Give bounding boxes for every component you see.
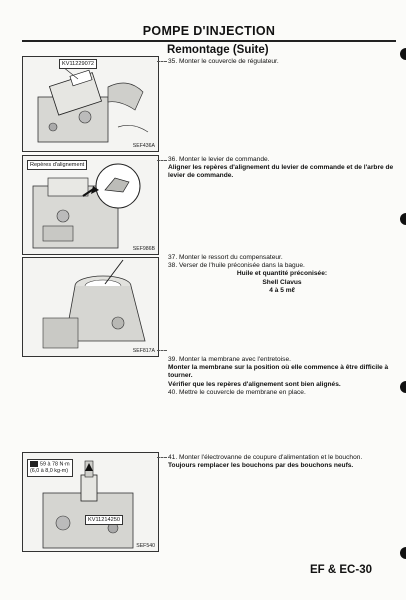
step-35-text: 35. Monter le couvercle de régulateur. [168, 58, 279, 65]
alignment-marks-label: Repères d'alignement [27, 160, 87, 170]
torque-value-kgm: (6,0 à 8,0 kg-m) [30, 468, 69, 475]
figure-3-illustration [23, 258, 158, 356]
step-36 [168, 156, 396, 181]
step-39-note-1: Monter la membrane sur la position où elle commence à être difficile à tourner. [168, 364, 389, 380]
page-title: POMPE D'INJECTION [142, 24, 276, 38]
margin-tab [400, 547, 406, 559]
figure-control-lever [22, 155, 159, 255]
margin-tab [400, 213, 406, 225]
step-37-text: 37. Monter le ressort du compensateur. [168, 254, 283, 261]
torque-spec-box [27, 459, 73, 477]
step-41-note: Toujours remplacer les bouchons par des bouchons neufs. [168, 462, 354, 470]
step-39-text: 39. Monter la membrane avec l'entretoise. [168, 356, 291, 363]
figure-code: SEF817A [132, 348, 155, 354]
figure-code: SEF540 [136, 543, 155, 549]
step-36-note: Aligner les repères d'alignement du levier de commande et de l'arbre de levier de commande. [168, 164, 394, 180]
figure-oil-filling [22, 257, 159, 357]
margin-tab [400, 48, 406, 60]
step-41 [168, 454, 396, 470]
torque-value: 59 à 78 N·m [40, 461, 70, 468]
step-37-38 [168, 254, 396, 295]
tool-label: KV11214250 [85, 515, 123, 525]
step-40-text: 40. Mettre le couvercle de membrane en place. [168, 388, 306, 396]
step-39-40 [168, 356, 396, 397]
step-39-note-2: Vérifier que les repères d'alignement sont bien alignés. [168, 380, 341, 388]
step-35 [168, 58, 396, 66]
torque-wrench-icon [30, 461, 38, 467]
figure-code: SEF986B [132, 246, 155, 252]
connector-line [157, 350, 167, 351]
figure-2-illustration [23, 156, 158, 254]
margin-tab [400, 381, 406, 393]
connector-line [157, 160, 167, 161]
oil-spec-name: Shell Clavus [262, 278, 302, 286]
connector-line [157, 457, 167, 458]
section-title: Remontage (Suite) [167, 44, 269, 56]
page-number: EF & EC-30 [310, 564, 372, 576]
figure-code: SEF436A [132, 143, 155, 149]
figure-governor-cover [22, 56, 159, 152]
figure-solenoid-valve [22, 452, 159, 552]
step-38-text: 38. Verser de l'huile préconisée dans la bague. [168, 262, 305, 270]
header-rule [22, 40, 396, 42]
oil-spec-title: Huile et quantité préconisée: [236, 270, 328, 278]
connector-line [157, 61, 167, 62]
step-41-text: 41. Monter l'électrovanne de coupure d'alimentation et le bouchon. [168, 454, 363, 461]
oil-spec-quantity: 4 à 5 mℓ [269, 286, 295, 294]
step-36-text: 36. Monter le levier de commande. [168, 156, 270, 163]
tool-label: KV11229072 [59, 59, 97, 69]
figure-1-illustration [23, 57, 158, 151]
